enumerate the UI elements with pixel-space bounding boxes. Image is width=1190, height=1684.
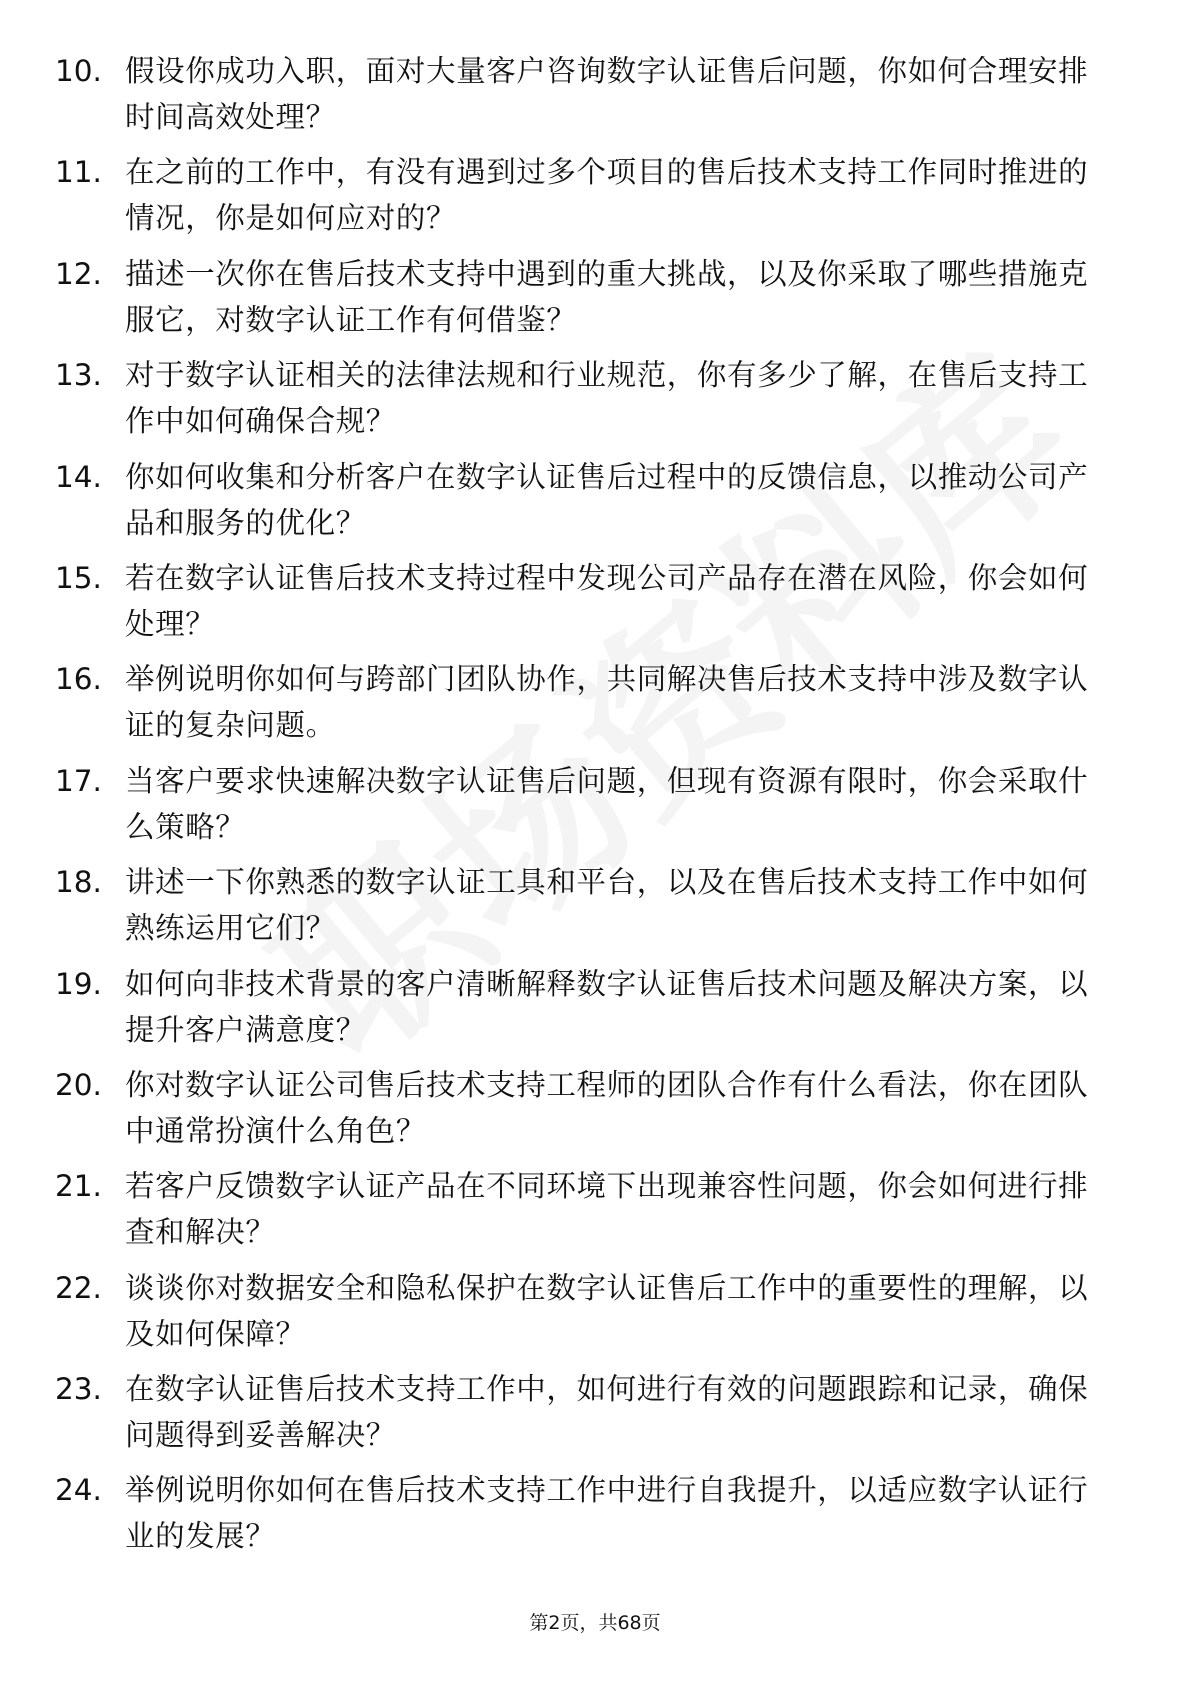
question-number: 18. [55, 865, 102, 900]
question-text: 谈谈你对数据安全和隐私保护在数字认证售后工作中的重要性的理解，以及如何保障？ [125, 1270, 1089, 1351]
question-list [55, 48, 1115, 1569]
question-item-12 [55, 251, 1115, 352]
question-number: 24. [55, 1473, 102, 1508]
question-item-24 [55, 1467, 1115, 1568]
question-number: 15. [55, 560, 102, 595]
question-item-18 [55, 859, 1115, 960]
question-number: 13. [55, 358, 102, 393]
question-item-22 [55, 1265, 1115, 1366]
question-text: 描述一次你在售后技术支持中遇到的重大挑战，以及你采取了哪些措施克服它，对数字认证工作有何借鉴？ [125, 256, 1089, 337]
question-number: 17. [55, 763, 102, 798]
question-number: 20. [55, 1067, 102, 1102]
question-item-19 [55, 961, 1115, 1062]
question-text: 如何向非技术背景的客户清晰解释数字认证售后技术问题及解决方案，以提升客户满意度？ [125, 966, 1089, 1047]
question-number: 11. [55, 155, 102, 190]
question-item-10 [55, 48, 1115, 149]
question-item-13 [55, 352, 1115, 453]
question-text: 举例说明你如何与跨部门团队协作，共同解决售后技术支持中涉及数字认证的复杂问题。 [125, 662, 1089, 743]
question-number: 12. [55, 256, 102, 291]
question-text: 若在数字认证售后技术支持过程中发现公司产品存在潜在风险，你会如何处理？ [125, 560, 1089, 641]
question-text: 你如何收集和分析客户在数字认证售后过程中的反馈信息，以推动公司产品和服务的优化？ [125, 459, 1089, 540]
question-item-20 [55, 1062, 1115, 1163]
question-text: 在数字认证售后技术支持工作中，如何进行有效的问题跟踪和记录，确保问题得到妥善解决？ [125, 1372, 1089, 1453]
question-text: 对于数字认证相关的法律法规和行业规范，你有多少了解，在售后支持工作中如何确保合规？ [125, 358, 1089, 439]
question-number: 16. [55, 662, 102, 697]
question-text: 当客户要求快速解决数字认证售后问题，但现有资源有限时，你会采取什么策略？ [125, 763, 1089, 844]
question-number: 14. [55, 459, 102, 494]
question-number: 19. [55, 966, 102, 1001]
question-item-21 [55, 1163, 1115, 1264]
question-number: 21. [55, 1169, 102, 1204]
question-text: 假设你成功入职，面对大量客户咨询数字认证售后问题，你如何合理安排时间高效处理？ [125, 54, 1089, 134]
question-number: 10. [55, 54, 102, 88]
question-item-17 [55, 758, 1115, 859]
question-number: 22. [55, 1270, 102, 1305]
question-item-23 [55, 1366, 1115, 1467]
question-item-11 [55, 149, 1115, 250]
question-text: 讲述一下你熟悉的数字认证工具和平台，以及在售后技术支持工作中如何熟练运用它们？ [125, 865, 1089, 946]
question-text: 在之前的工作中，有没有遇到过多个项目的售后技术支持工作同时推进的情况，你是如何应对的？ [125, 155, 1089, 236]
question-text: 你对数字认证公司售后技术支持工程师的团队合作有什么看法，你在团队中通常扮演什么角色？ [125, 1067, 1089, 1148]
page-footer: 第2页，共68页 [529, 1612, 661, 1634]
question-number: 23. [55, 1372, 102, 1407]
question-item-14 [55, 454, 1115, 555]
question-item-16 [55, 656, 1115, 757]
question-text: 举例说明你如何在售后技术支持工作中进行自我提升，以适应数字认证行业的发展？ [125, 1473, 1089, 1554]
question-item-15 [55, 555, 1115, 656]
question-text: 若客户反馈数字认证产品在不同环境下出现兼容性问题，你会如何进行排查和解决？ [125, 1169, 1089, 1250]
